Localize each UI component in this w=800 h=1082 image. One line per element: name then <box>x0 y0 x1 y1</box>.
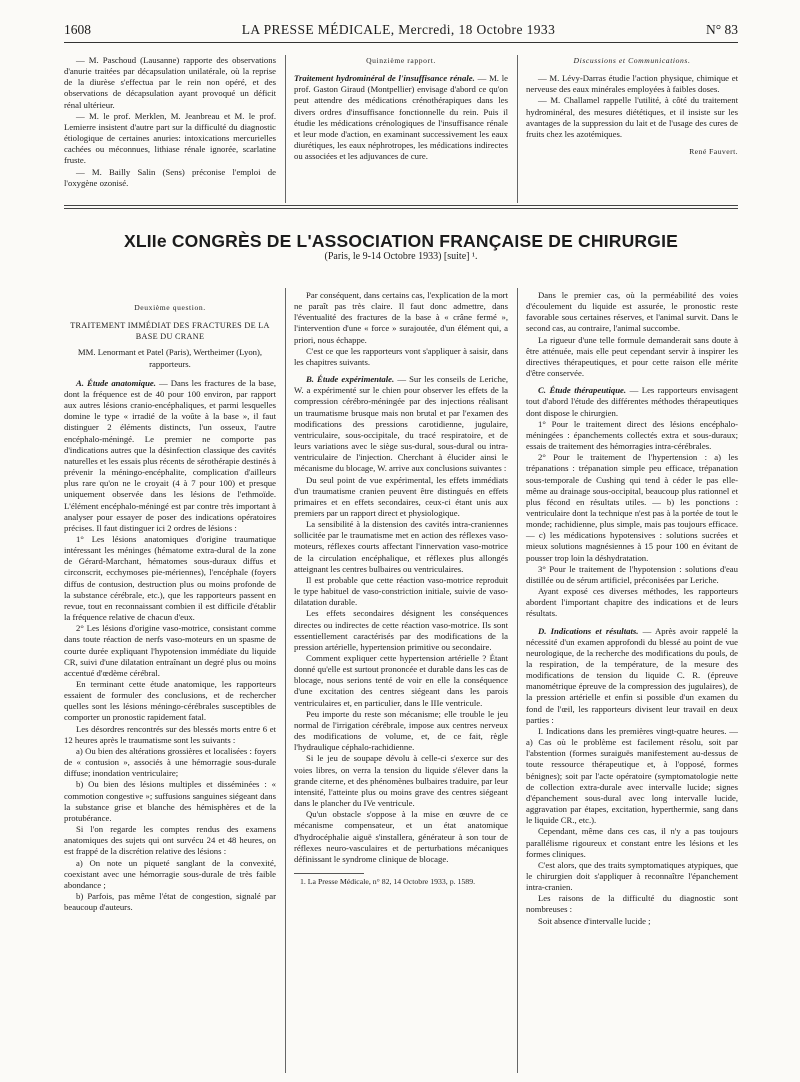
column-divider <box>285 288 286 1073</box>
paragraph: Les raisons de la difficulté du diagnostic sont nombreuses : <box>526 893 738 915</box>
paragraph: a) On note un piqueté sanglant de la convexité, coexistant avec une hémorragie sous-durale de très faible abondance ; <box>64 857 276 890</box>
paragraph <box>64 378 276 534</box>
question-heading: Deuxième question. <box>134 303 206 312</box>
section-d-text: — Après avoir rappelé la nécessité d'un examen approfondi du blessé au point de vue neurologique, de la recherche des modifications du pouls, de la respiration, de la température, de la mesure des modifications de tension du liquide C. R. (épreuve manométrique épreuve de la compression des jugulaires), de la pression artérielle et enfin si possible d'un examen du fond de l'œil, les rapporteurs divisent leur travail en deux parties : <box>526 625 738 725</box>
paragraph: Cependant, même dans ces cas, il n'y a pas toujours parallélisme rigoureux et constant entre les lésions et les formes cliniques. <box>526 826 738 859</box>
section-b-text: — Sur les conseils de Leriche, W. a expérimenté sur le chien pour observer les effets de la compression cérébro-méningée par des injections réalisant un traumatisme brusque mais non brutal et par l'examen des modifications des pressions carotidienne, jugulaire, ventriculaire, sous-occipitale, du tracé respiratoire, et de leurs variations avec le siège sus-dural, sous-dural ou intra-ventriculaire de l'injection. Cherchant à élucider ainsi le mécanisme du blocage, W. arrive aux conclusions suivantes : <box>294 374 509 474</box>
separator-rule <box>64 208 738 209</box>
paragraph: Peu importe du reste son mécanisme; elle trouble le jeu normal de l'irrigation cérébrale, impose aux centres nerveux des modifications de volume, et, de ce fait, règle l'hydraulique céphalo-rachidienne. <box>294 708 508 753</box>
paragraph: Comment expliquer cette hypertension artérielle ? Étant donné qu'elle est surtout prononcée et durable dans les cas de blocage, nous serions tenté de voir en elle la conséquence d'une excitation des centres siégeant dans les parois ventriculaires et, en particulier, dans le IIIe ventricule. <box>294 653 508 708</box>
paragraph: Dans le premier cas, où la perméabilité des voies d'écoulement du liquide est assurée, le pronostic reste favorable sous certaines réserves, et l'animal survit. Dans le second cas, au contraire, l'animal succombe. <box>526 290 738 334</box>
top-column-1 <box>64 55 276 189</box>
paragraph: — M. Bailly Salin (Sens) préconise l'emploi de l'oxygène ozonisé. <box>64 166 276 188</box>
footnote-rule <box>294 873 364 874</box>
paragraph: — M. Challamel rappelle l'utilité, à côté du traitement hydrominéral, des mesures diététiques, et il insiste sur les avantages de la suppression du lait et de l'usage des cures de fruits chez les azotémiques. <box>526 95 738 139</box>
top-column-3 <box>526 55 738 157</box>
paragraph: a) Ou bien des altérations grossières et localisées : foyers de « contusion », associés à une hémorragie sous-durale diffuse; inondation ventriculaire; <box>64 745 276 779</box>
paragraph: Ayant exposé ces diverses méthodes, les rapporteurs abordent l'important chapitre des indications et de leurs résultats. <box>526 586 738 619</box>
congress-title: XLIIe CONGRÈS DE L'ASSOCIATION FRANÇAISE DE CHIRURGIE <box>123 231 679 251</box>
paragraph: I. Indications dans les premières vingt-quatre heures. — a) Cas où le problème est facilement résolu, soit par l'abstention (formes suraiguës manifestement au-dessus de toute ressource thérapeutique et, à l'opposé, formes bénignes); soit par l'acte opératoire (symptomatologie nette de collection extra-durale avec intervalle lucide; signes d'épanchement sous-dural avec long intervalle lucide, aggravation par étapes, excitation, hyperthermie, sang dans le liquide CR., etc.). <box>526 725 738 826</box>
paragraph: 1° Les lésions anatomiques d'origine traumatique intéressant les méninges (hématome extra-dural de la zone de Gérard-Marchant, hématomes sous-duraux diffus et circonscrit, ecchymoses pie-mériennes), l'encéphale (foyers diffus de contusion, destruction plus ou moins profonde de la substance cérébrale, etc.), que les rapporteurs passent en revue, tout en reconnaissant combien il est difficile d'établir la fréquence relative de chacun d'eux. <box>64 533 276 623</box>
right-column <box>526 290 738 927</box>
paragraph: La sensibilité à la distension des cavités intra-craniennes sollicitée par le traumatisme met en action des réflexes vaso-moteurs, réflexes courts affectant l'innervation vaso-motrice de la circulation encéphalique, et réflexes plus allongés atteignant les centres bulbaires ou ventriculaires. <box>294 519 508 574</box>
authors: MM. Lenormant et Patel (Paris), Wertheimer (Lyon), rapporteurs. <box>77 347 263 369</box>
middle-column <box>294 290 508 887</box>
report-title: Traitement hydrominéral de l'insuffisance rénale. <box>294 73 475 84</box>
section-heading-c: C. Étude thérapeutique. <box>538 385 627 396</box>
paragraph: Il est probable que cette réaction vaso-motrice reproduit le type habituel de vaso-constriction initiale, suivie de vaso-dilatation durable. <box>294 574 508 608</box>
paragraph: La rigueur d'une telle formule demanderait sans doute à être atténuée, mais elle peut cependant servir à inspirer les directives thérapeutiques, et pour cette raison elle mérite d'être conservée. <box>526 334 738 379</box>
top-column-2 <box>294 55 508 162</box>
section-c-text: — Les rapporteurs envisagent tout d'abord l'étude des différentes méthodes thérapeutiques dont dispose le chirurgien. <box>526 385 738 418</box>
report-text: — M. le prof. Gaston Giraud (Montpellier) envisage d'abord ce qu'on peut attendre des médications crénothérapiques dans les divers ordres d'insuffisance fonctionnelle du rein. Puis il étudie les médications crénologiques de l'insuffisance rénale et leur mode d'action, en examinant successivement les eaux diurétiques, les eaux néphrotropes, les médications indirectes ou associées et les adjuvances de cure. <box>294 73 509 162</box>
paragraph: En terminant cette étude anatomique, les rapporteurs essaient de formuler des conclusions, et de rechercher quelles sont les lésions méningo-cérébrales susceptibles de comporter un pronostic rapidement fatal. <box>64 679 276 723</box>
paragraph: — M. Lévy-Darras étudie l'action physique, chimique et nerveuse des eaux minérales employées à faibles doses. <box>526 73 738 95</box>
paragraph: 2° Les lésions d'origine vaso-motrice, consistant comme dans toute réaction de nerfs vaso-moteurs en un spasme de courte durée expliquant l'hypotension immédiate du liquide CR, suivi d'une dilatation entraînant un degré plus ou moins accentué d'œdème cérébral. <box>64 623 276 678</box>
section-heading-a: A. Étude anatomique. <box>76 377 156 388</box>
report-title: TRAITEMENT IMMÉDIAT DES FRACTURES DE LA BASE DU CRANE <box>70 321 270 342</box>
paragraph: Les désordres rencontrés sur des blessés morts entre 6 et 12 heures après le traumatisme sont les suivants : <box>64 723 276 745</box>
paragraph: — M. Paschoud (Lausanne) rapporte des observations d'anurie traitées par décapsulation unilatérale, où la reprise de la diurèse s'effectua par le rein non opéré, et des observations de décapsulation ayant provoqué un déficit rénal ultérieur. <box>64 55 276 110</box>
separator-rule <box>64 205 738 206</box>
paragraph: Qu'un obstacle s'oppose à la mise en œuvre de ce mécanisme compensateur, et un état anatomique d'hydrocéphalie aiguë s'installera, générateur à son tour de réflexes neuro-vasculaires et de perturbations mécaniques définissant le syndrome clinique de blocage. <box>294 809 508 864</box>
paragraph: — M. le prof. Merklen, M. Jeanbreau et M. le prof. Lemierre insistent d'autre part sur la difficulté du diagnostic étiologique de certaines anuries: intoxications mercurielles cachées ou méconnues, lithiase rénale ignorée, scarlatine fruste. <box>64 110 276 166</box>
report-heading: Quinzième rapport. <box>366 56 436 65</box>
paragraph: b) Parfois, pas même l'état de congestion, signalé par beaucoup d'auteurs. <box>64 890 276 913</box>
paragraph: 1° Pour le traitement direct des lésions encéphalo-méningées : épanchements collectés extra et sous-duraux; essais de traitement des hémorragies intra-cérébrales. <box>526 418 738 452</box>
paragraph <box>526 626 738 726</box>
paragraph: 3° Pour le traitement de l'hypotension : solutions d'eau distillée ou de sérum artificiel, préconisées par Leriche. <box>526 563 738 585</box>
paragraph: Du seul point de vue expérimental, les effets immédiats d'un traumatisme cranien peuvent être distingués en effets primaires et en effets secondaires, ceux-ci étant unis aux premiers par un rapport direct et physiologique. <box>294 474 508 518</box>
footnote: 1. La Presse Médicale, n° 82, 14 Octobre 1933, p. 1589. <box>300 876 476 886</box>
column-divider <box>517 288 518 1073</box>
paragraph: C'est ce que les rapporteurs vont s'appliquer à saisir, dans les chapitres suivants. <box>294 345 508 367</box>
paragraph <box>294 374 508 474</box>
paragraph: b) Ou bien des lésions multiples et disséminées : « commotion congestive »; suffusions sanguines siégeant dans la substance grise et blanche des hémisphères et de la protubérance. <box>64 779 276 823</box>
section-heading-d: D. Indications et résultats. <box>538 625 639 636</box>
paragraph: Soit absence d'intervalle lucide ; <box>538 915 651 926</box>
running-header <box>64 22 738 43</box>
report-paragraph <box>294 73 508 162</box>
page-number: 1608 <box>64 22 91 37</box>
column-divider <box>285 55 286 203</box>
left-column <box>64 302 276 913</box>
issue-number: N° 83 <box>705 22 738 37</box>
signature: René Fauvert. <box>689 147 738 157</box>
section-heading-b: B. Étude expérimentale. <box>306 374 395 385</box>
paragraph <box>526 385 738 418</box>
paragraph: C'est alors, que des traits symptomatiques atypiques, que le chirurgien doit s'appliquer à reconnaître l'épanchement intra-cranien. <box>526 859 738 893</box>
paragraph: Par conséquent, dans certains cas, l'explication de la mort ne paraît pas très claire. Il faut donc admettre, dans l'éventualité des fractures de la base à « crâne fermé », l'intervention d'une « force » surajoutée, d'un élément qui, a priori, nous échappe. <box>294 290 508 345</box>
section-a-text: — Dans les fractures de la base, dont la fréquence est de 40 pour 100 environ, par rapport aux autres lésions cranio-encéphaliques, et parmi lesquelles domine le type « irradié de la voûte à la base », il faut distinguer 2 éléments distincts, l'un osseux, l'autre encéphalo-méningé. Le premier ne comporte pas d'indications autres que la désinfection classique des cavités naturelles et les essais plus récents de sérothérapie destinés à prévenir la méningo-encéphalite, complication d'ailleurs plus rare qu'on ne le croyait (4 à 7 pour 100) et presque uniquement observée dans les lésions de l'ethmoïde. L'élément encéphalo-méningé est par contre très important à analyser pour essayer de poser des indications opératoires précises. Il faut distinguer ici 2 ordres de lésions : <box>64 377 277 533</box>
column-divider <box>517 55 518 203</box>
paragraph: Les effets secondaires désignent les conséquences directes ou indirectes de cette réaction vaso-motrice. Ils sont essentiellement caractérisés par des modifications de la pression artérielle, hypertension primitive ou secondaire. <box>294 608 508 652</box>
paragraph: Si le jeu de soupape dévolu à celle-ci s'exerce sur des voies libres, on verra la tension du liquide s'élever dans la grande citerne, et des phénomènes bulbaires traduire, par leur intensité, l'atteinte plus ou moins grave des centres siégeant dans le plancher du IVe ventricule. <box>294 753 508 809</box>
publication-line: LA PRESSE MÉDICALE, Mercredi, 18 Octobre 1933 <box>241 22 556 37</box>
discussions-heading: Discussions et Communications. <box>573 56 691 65</box>
paragraph: 2° Pour le traitement de l'hypertension : a) les trépanations : trépanation simple peu efficace, trépanation sous-temporale de Cushing qui tend à céder le pas elle-même au drainage sous-occipital, beaucoup plus rationnel et plus fécond en résultats utiles. — b) les ponctions : ventriculaire dont la technique n'est pas à la portée de tout le monde; rachidienne, plus simple, mais pas toujours efficace. — c) les médications hypotensives : solutions sucrées et mieux solutions magnésiennes à 15 pour 100 en évitant de pousser trop loin la déshydratation. <box>526 452 738 563</box>
paragraph: Si l'on regarde les comptes rendus des examens anatomiques des sujets qui ont survécu 24 et 48 heures, on est frappé de la discrétion relative des lésions : <box>64 824 276 857</box>
congress-subtitle: (Paris, le 9-14 Octobre 1933) [suite] ¹. <box>324 251 478 262</box>
